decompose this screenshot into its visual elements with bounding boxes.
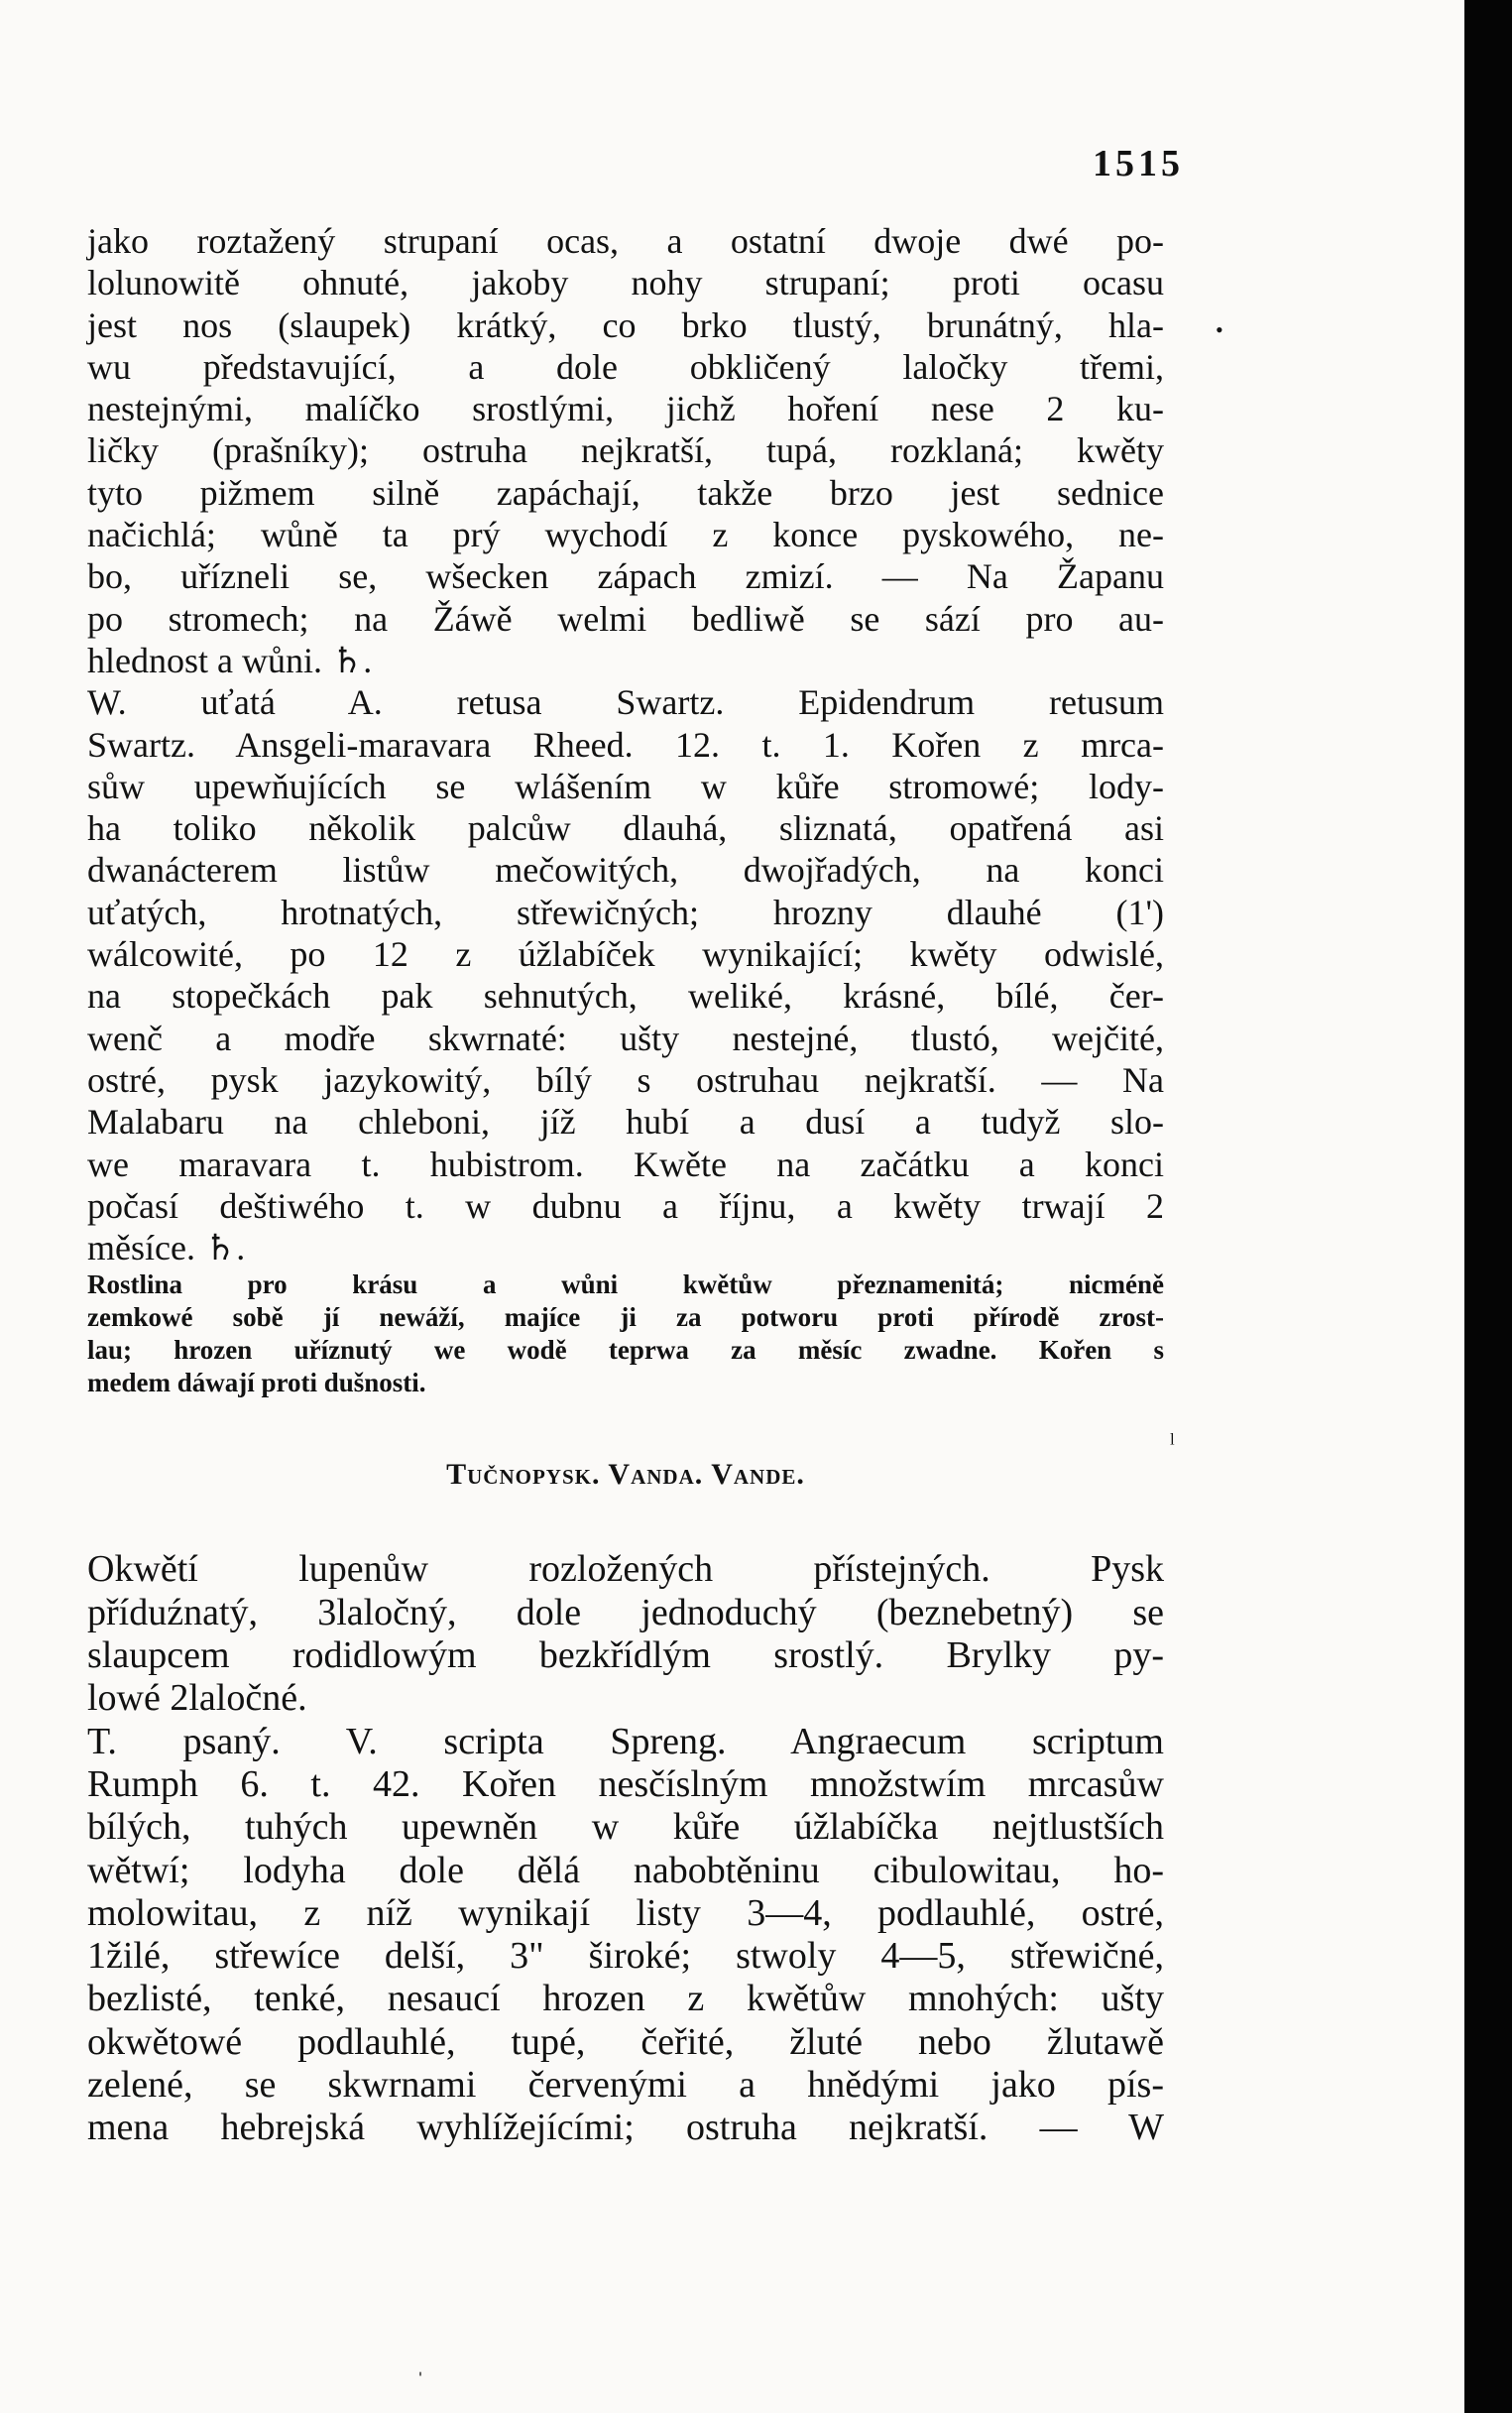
text-line: nestejnými, malíčko srostlými, jichž hoření nese 2 ku- (87, 389, 1164, 429)
margin-mark: ˡ (1170, 1428, 1175, 1459)
paragraph-species-scripta (87, 1721, 1164, 2150)
text-line: hlednost a wůni. ♄. (87, 640, 373, 680)
margin-dot: • (1216, 317, 1223, 342)
text-line: bílých, tuhých upewněn w kůře úžlabíčka nejtlustších (87, 1806, 1164, 1849)
text-line: měsíce. ♄. (87, 1228, 246, 1268)
text-line: dwanácterem listůw mečowitých, dwojřadých, na konci (87, 850, 1164, 891)
text-column (87, 220, 1164, 2150)
footnote-line: lau; hrozen uříznutý we wodě teprwa za měsíc zwadne. Kořen s (87, 1335, 1164, 1366)
text-line: bo, uřízneli se, wšecken zápach zmizí. — Na Žapanu (87, 556, 1164, 597)
text-line: molowitau, z níž wynikají listy 3—4, podlauhlé, ostré, (87, 1891, 1164, 1934)
text-line: sůw upewňujících se wlášením w kůře stromowé; lody- (87, 766, 1164, 806)
text-line: okwětowé podlauhlé, tupé, čeřité, žluté nebo žlutawě (87, 2020, 1164, 2063)
text-line: wětwí; lodyha dole dělá nabobtěninu cibulowitau, ho- (87, 1849, 1164, 1891)
text-line: bezlisté, tenké, nesaucí hrozen z kwětůw mnohých: ušty (87, 1978, 1164, 2020)
text-line: po stromech; na Žáwě welmi bedliwě se sází pro au- (87, 598, 1164, 639)
text-line: počasí deštiwého t. w dubnu a říjnu, a kwěty trwají 2 (87, 1185, 1164, 1226)
text-line: we maravara t. hubistrom. Kwěte na začátku a konci (87, 1144, 1164, 1184)
text-line: Okwětí lupenůw rozložených přístejných. Pysk (87, 1548, 1164, 1591)
text-line: uťatých, hrotnatých, střewičných; hrozny dlauhé (1') (87, 892, 1164, 932)
text-line: W. uťatá A. retusa Swartz. Epidendrum retusum (87, 682, 1164, 723)
text-line: načichlá; wůně ta prý wychodí z konce pyskowého, ne- (87, 515, 1164, 555)
footnote (87, 1268, 1164, 1399)
page-number: 1515 (1093, 143, 1184, 184)
genus-heading: Tučnopysk. Vanda. Vande. (446, 1458, 805, 1492)
footnote-line: Rostlina pro krásu a wůni kwětůw přeznamenitá; nicméně (87, 1269, 1164, 1300)
text-line: lolunowitě ohnuté, jakoby nohy strupaní; proti ocasu (87, 263, 1164, 303)
paragraph-genus-description (87, 1548, 1164, 1720)
text-line: Swartz. Ansgeli-maravara Rheed. 12. t. 1. Kořen z mrca- (87, 724, 1164, 765)
text-line: wálcowité, po 12 z úžlabíček wynikající; kwěty odwislé, (87, 934, 1164, 975)
text-line: Malabaru na chleboni, jíž hubí a dusí a tudyž slo- (87, 1102, 1164, 1143)
text-line: wu představující, a dole obkličený laločky třemi, (87, 346, 1164, 387)
text-line: 1žilé, střewíce delší, 3" široké; stwoly 4—5, střewičné, (87, 1935, 1164, 1978)
text-line: ha toliko několik palcůw dlauhá, sliznatá, opatřená asi (87, 808, 1164, 849)
text-line: T. psaný. V. scripta Spreng. Angraecum scriptum (87, 1720, 1164, 1762)
paragraph-species-retusa (87, 681, 1164, 1268)
text-line: jest nos (slaupek) krátký, co brko tlustý, brunátný, hla- (87, 304, 1164, 345)
page-speck: ˌ (416, 2351, 424, 2376)
text-line: lowé 2laločné. (87, 1677, 307, 1720)
paragraph-continued-description (87, 220, 1164, 681)
text-line: mena hebrejská wyhlížejícími; ostruha nejkratší. — W (87, 2107, 1164, 2149)
text-line: ličky (prašníky); ostruha nejkratší, tupá, rozklaná; kwěty (87, 430, 1164, 471)
text-line: příduźnatý, 3laločný, dole jednoduchý (beznebetný) se (87, 1591, 1164, 1633)
text-line: na stopečkách pak sehnutých, weliké, krásné, bílé, čer- (87, 976, 1164, 1017)
text-line: zelené, se skwrnami červenými a hnědými jako pís- (87, 2063, 1164, 2106)
text-line: slaupcem rodidlowým bezkřídlým srostlý. Brylky py- (87, 1634, 1164, 1677)
footnote-line: medem dáwají proti dušnosti. (87, 1368, 426, 1398)
text-line: Rumph 6. t. 42. Kořen nesčíslným množstwím mrcasůw (87, 1762, 1164, 1805)
text-line: wenč a modře skwrnaté: ušty nestejné, tlustó, wejčité, (87, 1018, 1164, 1058)
text-line: jako roztažený strupaní ocas, a ostatní dwoje dwé po- (87, 221, 1164, 261)
text-line: tyto pižmem silně zapáchají, takže brzo jest sednice (87, 472, 1164, 513)
footnote-line: zemkowé sobě jí newáží, majíce ji za potworu proti přírodě zrost- (87, 1302, 1164, 1333)
text-line: ostré, pysk jazykowitý, bílý s ostruhau nejkratší. — Na (87, 1059, 1164, 1100)
